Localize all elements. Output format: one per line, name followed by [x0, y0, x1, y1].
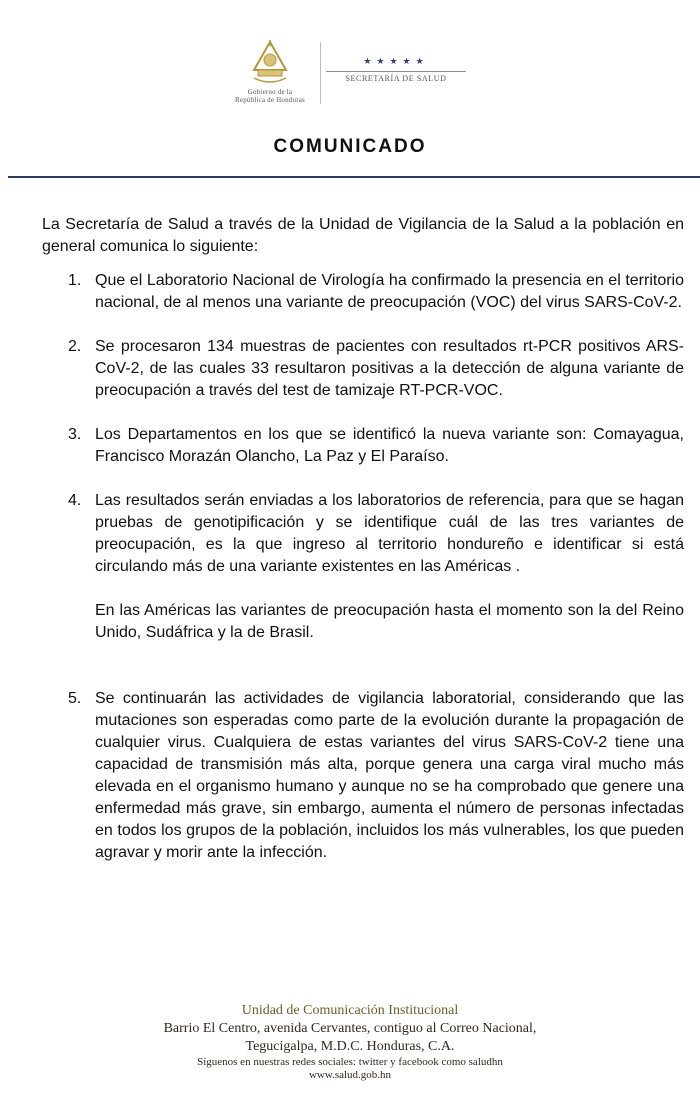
item-number: 3. [68, 426, 82, 443]
item-number: 4. [68, 492, 82, 509]
footer-city: Tegucigalpa, M.D.C. Honduras, C.A. [245, 1039, 455, 1054]
footer-address: Barrio El Centro, avenida Cervantes, contiguo al Correo Nacional, [163, 1021, 537, 1036]
document-title: COMUNICADO [273, 136, 427, 157]
footer-website: www.salud.gob.hn [308, 1069, 392, 1081]
item-text: Los Departamentos en los que se identificó la nueva variante son: Comayagua, Francisco Morazán Olancho, La Paz y El Paraíso. [95, 426, 684, 465]
item-subparagraph: En las Américas las variantes de preocupación hasta el momento son la del Reino Unido, Sudáfrica y la de Brasil. [95, 602, 684, 641]
intro-paragraph: La Secretaría de Salud a través de la Unidad de Vigilancia de la Salud a la población en general comunica lo siguiente: [42, 216, 684, 255]
government-name: Gobierno de la República de Honduras [235, 88, 305, 104]
logo-divider [320, 42, 321, 104]
list-item [42, 336, 684, 402]
list-item [42, 270, 684, 314]
numbered-list [42, 270, 684, 864]
government-logo [222, 40, 318, 104]
item-number: 5. [68, 690, 82, 707]
coat-of-arms-icon [250, 40, 290, 86]
item-number: 2. [68, 338, 82, 355]
item-number: 1. [68, 272, 82, 289]
footer-social: Síguenos en nuestras redes sociales: twitter y facebook como saludhn [197, 1056, 503, 1068]
list-item [42, 490, 684, 644]
footer-unit: Unidad de Comunicación Institucional [241, 1003, 459, 1018]
document-body [42, 214, 684, 864]
title-divider [8, 176, 700, 178]
secretaria-rule [326, 71, 466, 72]
item-text: Que el Laboratorio Nacional de Virología ha confirmado la presencia en el territorio nacional, de al menos una variante de preocupación (VOC) del virus SARS-CoV-2. [95, 272, 684, 311]
footer [0, 1002, 700, 1082]
letterhead [0, 36, 700, 116]
item-text: Se continuarán las actividades de vigilancia laboratorial, considerando que las mutaciones son esperadas como parte de la evolución durante la propagación de cualquier virus. Cualquiera de estas variantes del virus SARS-CoV-2 tiene una capacidad de transmisión más alta, porque genera una carga viral mucho más elevada en el organismo humano y aunque no se ha comprobado que genere una enfermedad más grave, sin embargo, aumenta el número de personas infectadas en todos los grupos de la población, incluidos los más vulnerables, los que pueden agravar y morir ante la infección. [95, 690, 684, 861]
list-item [42, 424, 684, 468]
list-item [42, 688, 684, 864]
item-text: Se procesaron 134 muestras de pacientes con resultados rt-PCR positivos ARS-CoV-2, de las cuales 33 resultaron positivas a la detección de alguna variante de preocupación a través del test de tamizaje RT-PCR-VOC. [95, 338, 684, 399]
item-text: Las resultados serán enviadas a los laboratorios de referencia, para que se hagan pruebas de genotipificación y se identifique cuál de las tres variantes de preocupación, es la que ingreso al territorio hondureño e identificar si está circulando más de una variante existentes en las Américas . [95, 492, 684, 575]
secretaria-name: SECRETARÍA DE SALUD [345, 74, 447, 83]
stars-icon: ★★★★★ [363, 56, 429, 66]
secretaria-logo [326, 56, 466, 83]
